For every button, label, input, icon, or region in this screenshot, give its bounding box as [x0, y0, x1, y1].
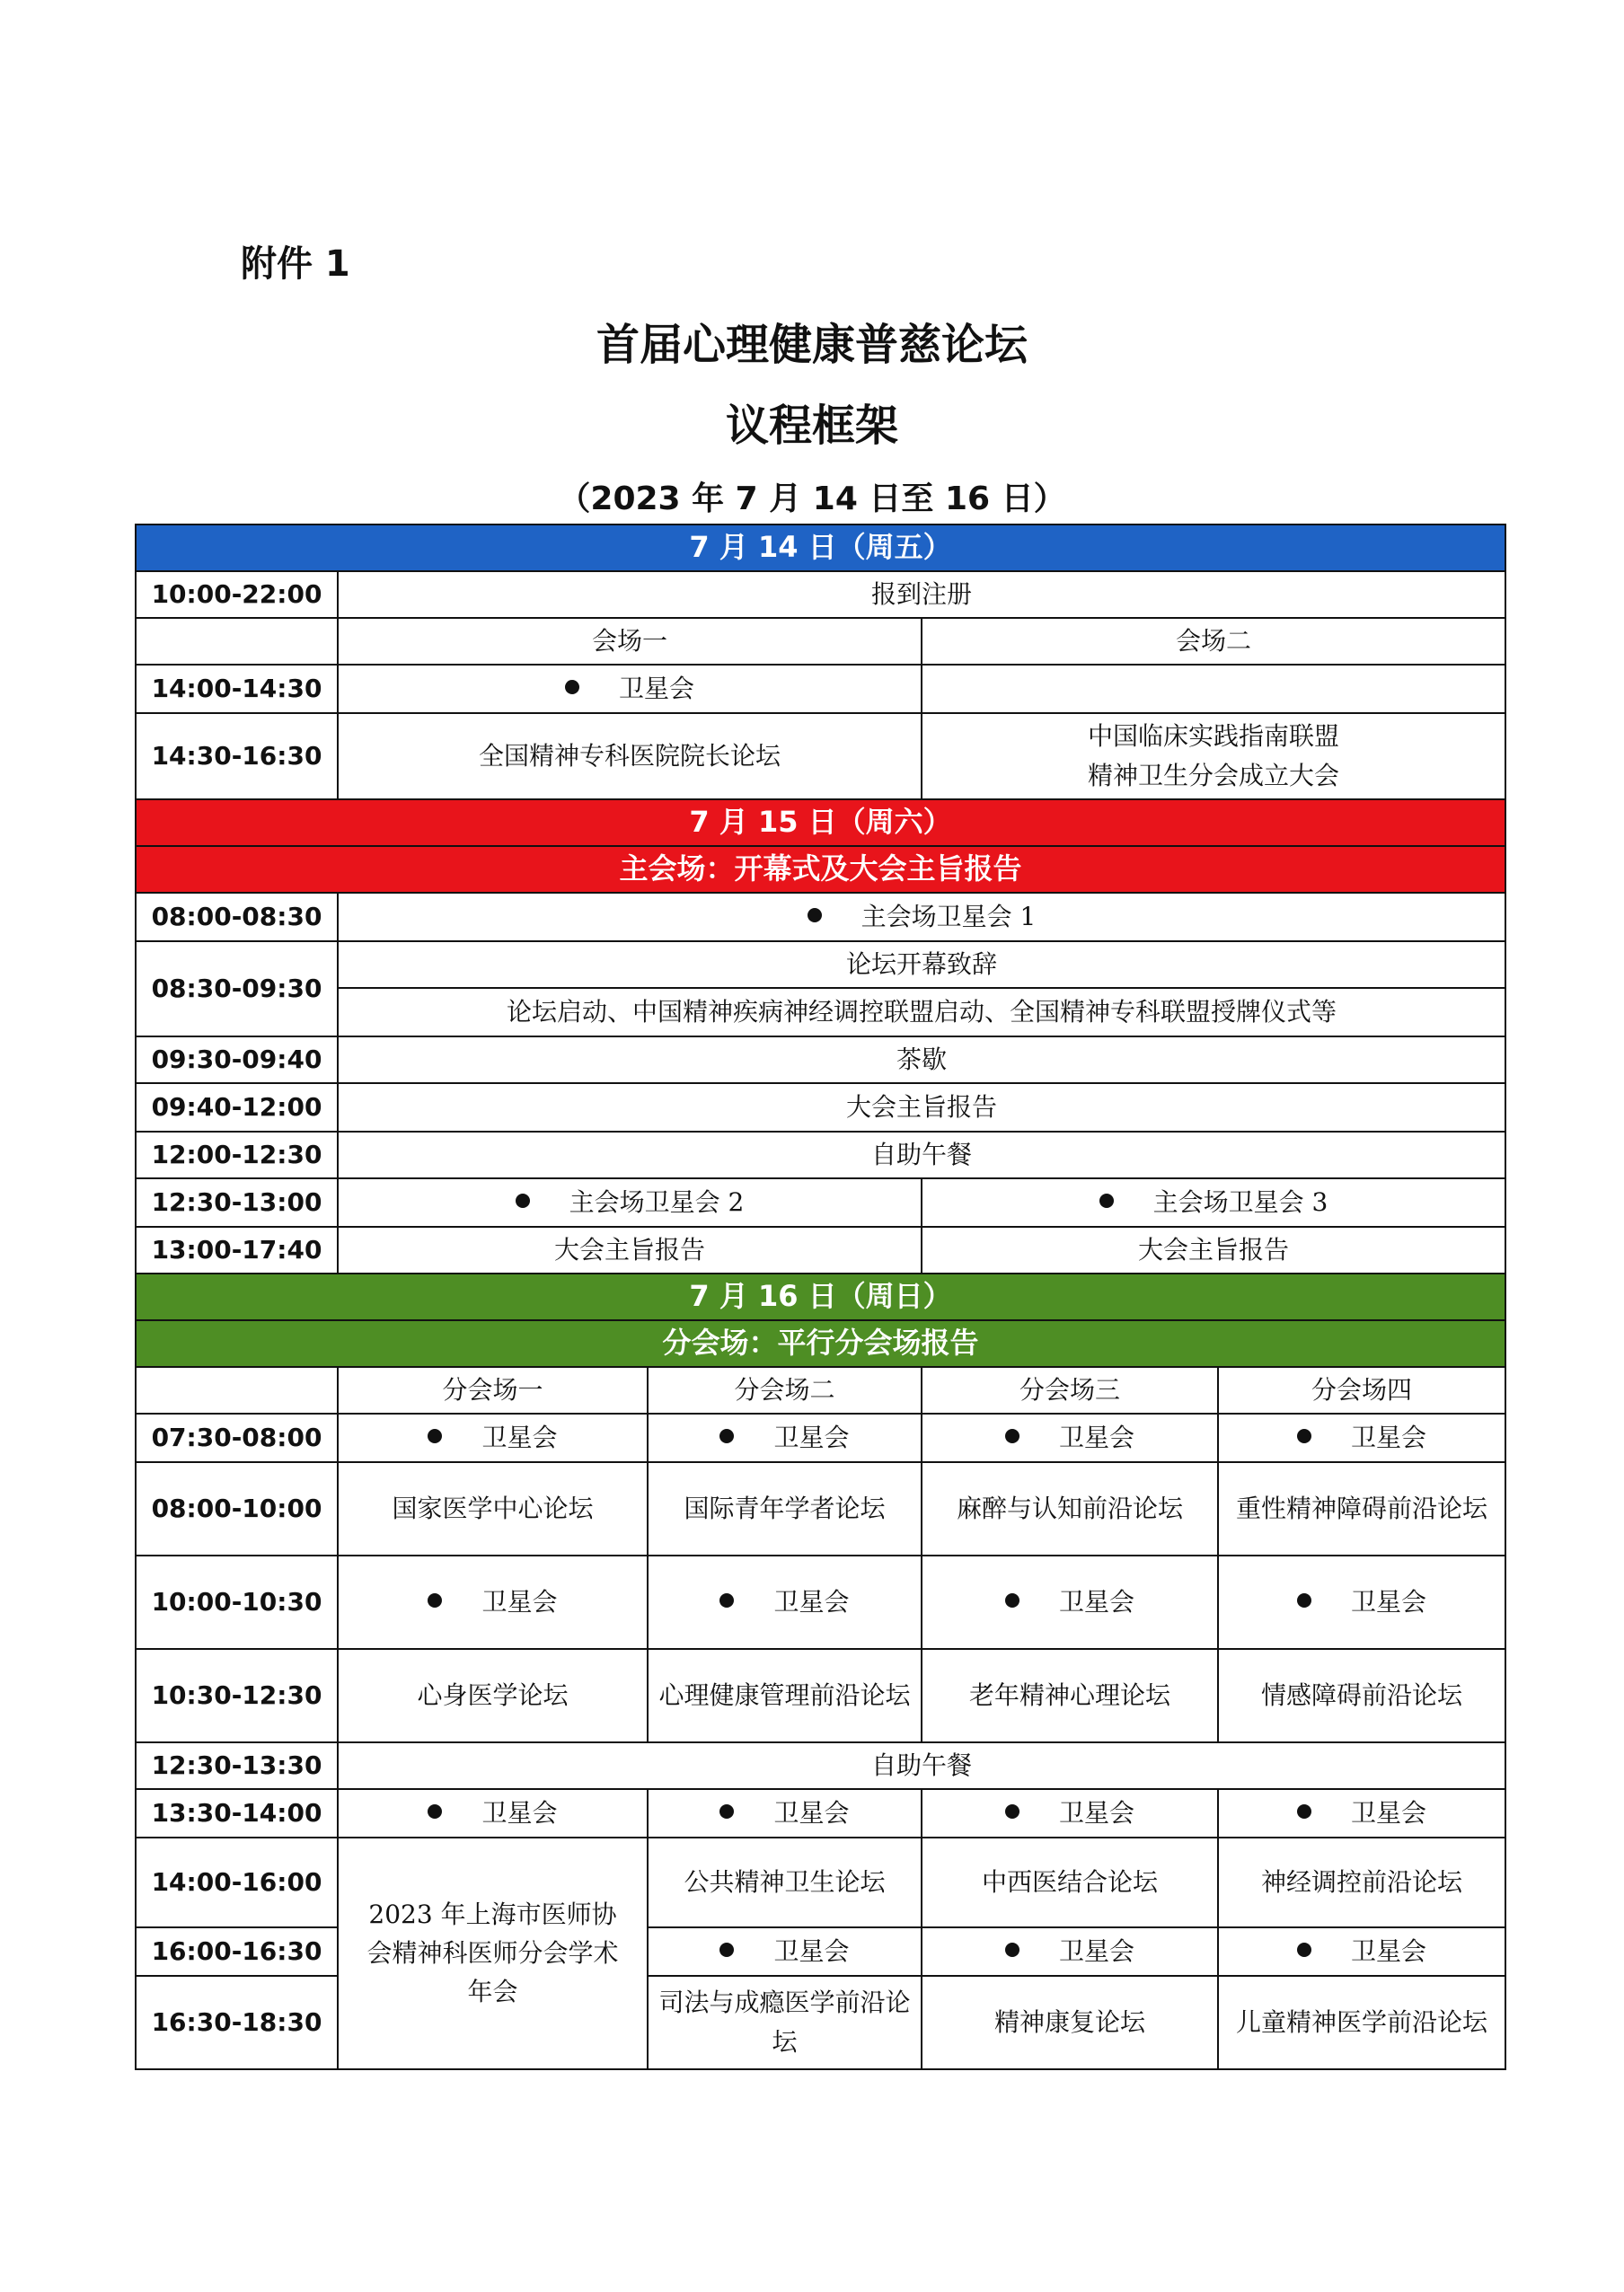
table-row [136, 1227, 1505, 1274]
sub-venue-header: 分会场三 [922, 1367, 1218, 1414]
keynote-cell: 大会主旨报告 [922, 1227, 1505, 1274]
table-row [136, 1789, 1505, 1838]
forum-cell: 麻醉与认知前沿论坛 [922, 1462, 1218, 1556]
satellite-label: 卫星会 [773, 1422, 850, 1452]
satellite-label: 卫星会 [1058, 1935, 1134, 1966]
time-cell: 12:30-13:00 [136, 1178, 338, 1227]
bullet-icon [1005, 1943, 1019, 1957]
forum-cell: 国际青年学者论坛 [648, 1462, 922, 1556]
satellite-cell [922, 1178, 1505, 1227]
time-cell: 14:30-16:30 [136, 713, 338, 799]
empty-cell [922, 665, 1505, 713]
table-row [136, 1838, 1505, 1927]
satellite-cell [648, 1789, 922, 1838]
bullet-icon [1005, 1593, 1019, 1608]
bullet-icon [808, 908, 822, 922]
time-cell: 08:00-08:30 [136, 893, 338, 941]
time-cell: 16:30-18:30 [136, 1976, 338, 2069]
satellite-label: 卫星会 [1058, 1422, 1134, 1452]
forum-cell: 儿童精神医学前沿论坛 [1218, 1976, 1505, 2069]
table-row [136, 665, 1505, 713]
satellite-label: 卫星会 [773, 1797, 850, 1828]
table-row [136, 1132, 1505, 1178]
page-subtitle: 议程框架 [725, 401, 898, 451]
tea-break-cell: 茶歇 [338, 1036, 1505, 1083]
forum-cell: 重性精神障碍前沿论坛 [1218, 1462, 1505, 1556]
bullet-icon [1297, 1943, 1311, 1957]
satellite-cell [338, 893, 1505, 941]
satellite-label: 卫星会 [1058, 1797, 1134, 1828]
sub-venue-header: 分会场二 [648, 1367, 922, 1414]
satellite-cell [1218, 1927, 1505, 1976]
empty-cell [136, 1367, 338, 1414]
table-row [136, 618, 1505, 665]
day3-subheader-row [136, 1320, 1505, 1367]
forum-line: 中国临床实践指南联盟 [1088, 721, 1340, 752]
satellite-label: 卫星会 [1351, 1797, 1427, 1828]
table-row [136, 713, 1505, 799]
time-cell: 16:00-16:30 [136, 1927, 338, 1976]
satellite-cell [1218, 1789, 1505, 1838]
satellite-label: 卫星会 [481, 1422, 558, 1452]
satellite-cell [648, 1927, 922, 1976]
satellite-cell [338, 1178, 922, 1227]
satellite-cell [338, 1414, 648, 1462]
satellite-label: 主会场卫星会 2 [569, 1186, 745, 1217]
empty-cell [136, 618, 338, 665]
satellite-cell [1218, 1414, 1505, 1462]
launch-cell: 论坛启动、中国精神疾病神经调控联盟启动、全国精神专科联盟授牌仪式等 [338, 988, 1505, 1036]
satellite-label: 卫星会 [1351, 1586, 1427, 1617]
bullet-icon [565, 680, 579, 694]
time-cell: 10:30-12:30 [136, 1649, 338, 1742]
sub-venue-header: 分会场一 [338, 1367, 648, 1414]
forum-cell [922, 713, 1505, 799]
satellite-label: 主会场卫星会 3 [1152, 1186, 1328, 1217]
satellite-label: 卫星会 [1351, 1422, 1427, 1452]
time-cell: 10:00-22:00 [136, 571, 338, 618]
annual-meeting-line: 年会 [467, 1977, 518, 2007]
attachment-label: 附件 1 [241, 243, 350, 285]
day3-subheader: 分会场：平行分会场报告 [136, 1320, 1505, 1367]
table-row [136, 1742, 1505, 1789]
forum-cell: 国家医学中心论坛 [338, 1462, 648, 1556]
bullet-icon [428, 1804, 442, 1819]
forum-cell: 精神康复论坛 [922, 1976, 1218, 2069]
satellite-label: 主会场卫星会 1 [861, 901, 1037, 931]
sub-venue-header: 分会场四 [1218, 1367, 1505, 1414]
bullet-icon [516, 1194, 530, 1208]
agenda-table [135, 524, 1506, 2070]
forum-cell: 老年精神心理论坛 [922, 1649, 1218, 1742]
table-row [136, 893, 1505, 941]
table-row [136, 1367, 1505, 1414]
satellite-label: 卫星会 [481, 1586, 558, 1617]
satellite-cell [1218, 1556, 1505, 1649]
time-cell: 13:00-17:40 [136, 1227, 338, 1274]
satellite-cell [338, 665, 922, 713]
day1-header-row [136, 525, 1505, 571]
table-row [136, 1036, 1505, 1083]
forum-cell: 神经调控前沿论坛 [1218, 1838, 1505, 1927]
keynote-cell: 大会主旨报告 [338, 1227, 922, 1274]
satellite-label: 卫星会 [773, 1586, 850, 1617]
time-cell: 08:30-09:30 [136, 941, 338, 1036]
forum-cell: 中西医结合论坛 [922, 1838, 1218, 1927]
table-row [136, 1414, 1505, 1462]
satellite-label: 卫星会 [618, 673, 694, 703]
time-cell: 08:00-10:00 [136, 1462, 338, 1556]
forum-cell: 公共精神卫生论坛 [648, 1838, 922, 1927]
annual-meeting-cell [338, 1838, 648, 2069]
satellite-label: 卫星会 [1058, 1586, 1134, 1617]
table-row [136, 988, 1505, 1036]
day2-subheader: 主会场：开幕式及大会主旨报告 [136, 846, 1505, 893]
satellite-label: 卫星会 [1351, 1935, 1427, 1966]
satellite-label: 卫星会 [481, 1797, 558, 1828]
time-cell: 13:30-14:00 [136, 1789, 338, 1838]
bullet-icon [428, 1593, 442, 1608]
time-cell: 12:00-12:30 [136, 1132, 338, 1178]
annual-meeting-line: 会精神科医师分会学术 [366, 1937, 619, 1968]
satellite-cell [648, 1556, 922, 1649]
forum-cell: 情感障碍前沿论坛 [1218, 1649, 1505, 1742]
table-row [136, 1556, 1505, 1649]
time-cell: 12:30-13:30 [136, 1742, 338, 1789]
forum-line: 精神卫生分会成立大会 [1088, 760, 1340, 790]
forum-cell: 心理健康管理前沿论坛 [648, 1649, 922, 1742]
page-title: 首届心理健康普慈论坛 [596, 320, 1028, 370]
day2-subheader-row [136, 846, 1505, 893]
satellite-cell [338, 1789, 648, 1838]
satellite-cell [922, 1789, 1218, 1838]
day3-header: 7 月 16 日（周日） [136, 1274, 1505, 1320]
satellite-cell [922, 1556, 1218, 1649]
satellite-cell [922, 1414, 1218, 1462]
forum-cell: 心身医学论坛 [338, 1649, 648, 1742]
lunch-cell: 自助午餐 [338, 1132, 1505, 1178]
time-cell: 14:00-16:00 [136, 1838, 338, 1927]
forum-cell: 全国精神专科医院院长论坛 [338, 713, 922, 799]
time-cell: 09:40-12:00 [136, 1083, 338, 1132]
forum-cell: 司法与成瘾医学前沿论坛 [648, 1976, 922, 2069]
satellite-cell [338, 1556, 648, 1649]
day3-header-row [136, 1274, 1505, 1320]
satellite-cell [648, 1414, 922, 1462]
keynote-cell: 大会主旨报告 [338, 1083, 1505, 1132]
bullet-icon [428, 1429, 442, 1443]
day2-header: 7 月 15 日（周六） [136, 799, 1505, 846]
bullet-icon [1099, 1194, 1114, 1208]
opening-cell: 论坛开幕致辞 [338, 941, 1505, 988]
bullet-icon [719, 1593, 734, 1608]
day2-header-row [136, 799, 1505, 846]
venue-one-header: 会场一 [338, 618, 922, 665]
venue-two-header: 会场二 [922, 618, 1505, 665]
bullet-icon [719, 1804, 734, 1819]
bullet-icon [719, 1429, 734, 1443]
annual-meeting-line: 2023 年上海市医师协 [368, 1899, 617, 1929]
time-cell: 10:00-10:30 [136, 1556, 338, 1649]
table-row [136, 571, 1505, 618]
date-range: （2023 年 7 月 14 日至 16 日） [558, 480, 1066, 517]
lunch-cell: 自助午餐 [338, 1742, 1505, 1789]
time-cell: 07:30-08:00 [136, 1414, 338, 1462]
bullet-icon [1005, 1804, 1019, 1819]
day1-header: 7 月 14 日（周五） [136, 525, 1505, 571]
time-cell: 09:30-09:40 [136, 1036, 338, 1083]
bullet-icon [1297, 1429, 1311, 1443]
bullet-icon [1297, 1593, 1311, 1608]
bullet-icon [719, 1943, 734, 1957]
table-row [136, 1462, 1505, 1556]
bullet-icon [1297, 1804, 1311, 1819]
table-row [136, 1083, 1505, 1132]
satellite-label: 卫星会 [773, 1935, 850, 1966]
table-row [136, 1178, 1505, 1227]
registration-cell: 报到注册 [338, 571, 1505, 618]
satellite-cell [922, 1927, 1218, 1976]
table-row [136, 1649, 1505, 1742]
time-cell: 14:00-14:30 [136, 665, 338, 713]
bullet-icon [1005, 1429, 1019, 1443]
table-row [136, 941, 1505, 988]
